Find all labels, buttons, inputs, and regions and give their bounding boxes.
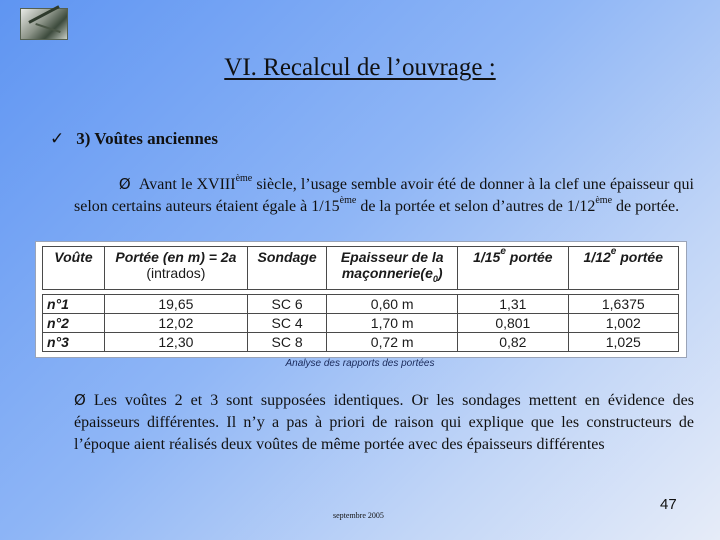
paragraph-history — [74, 173, 694, 218]
cell-1-15: 0,82 — [458, 333, 568, 352]
cell-1-12: 1,025 — [568, 333, 678, 352]
header-1-15: 1/15e portée — [458, 247, 568, 290]
paragraph-text: Avant le XVIII — [138, 176, 236, 193]
superscript: ème — [595, 194, 613, 206]
photo-beam — [35, 23, 60, 33]
page-number: 47 — [660, 496, 677, 513]
cell-portee: 19,65 — [104, 295, 247, 314]
paragraph-text: de portée. — [612, 198, 680, 215]
cell-epaisseur: 1,70 m — [327, 314, 458, 333]
paragraph-text: de la portée et selon d’autres de 1/12 — [356, 198, 596, 215]
footer-date: septembre 2005 — [333, 511, 384, 520]
slide-title: VI. Recalcul de l’ouvrage : — [224, 54, 496, 81]
header-1-12: 1/12e portée — [568, 247, 678, 290]
arrow-bullet-icon: Ø — [74, 391, 86, 409]
table-scan — [35, 241, 687, 358]
cell-epaisseur: 0,72 m — [327, 333, 458, 352]
vault-table — [42, 246, 679, 352]
checkmark-icon: ✓ — [50, 129, 65, 149]
table-header-row — [43, 247, 679, 290]
cell-sondage: SC 6 — [247, 295, 326, 314]
corner-photo — [20, 8, 68, 40]
cell-voute: n°1 — [43, 295, 105, 314]
section-heading — [50, 129, 218, 149]
superscript: ème — [235, 172, 253, 184]
cell-sondage: SC 4 — [247, 314, 326, 333]
cell-voute: n°2 — [43, 314, 105, 333]
paragraph-conclusion — [74, 389, 694, 456]
photo-beam — [28, 5, 59, 24]
header-voute: Voûte — [43, 247, 105, 290]
cell-portee: 12,02 — [104, 314, 247, 333]
table-row — [43, 333, 679, 352]
cell-voute: n°3 — [43, 333, 105, 352]
cell-1-15: 1,31 — [458, 295, 568, 314]
cell-1-12: 1,002 — [568, 314, 678, 333]
cell-epaisseur: 0,60 m — [327, 295, 458, 314]
arrow-bullet-icon: Ø — [118, 175, 131, 193]
cell-portee: 12,30 — [104, 333, 247, 352]
cell-1-15: 0,801 — [458, 314, 568, 333]
superscript: ème — [339, 194, 357, 206]
paragraph-text: siècle, l’usage semble avoir été de donner à la clef une épaisseur qui selon certains auteurs étaient égale à 1/15 — [74, 176, 695, 215]
cell-1-12: 1,6375 — [568, 295, 678, 314]
section-label: 3) Voûtes anciennes — [76, 129, 218, 148]
header-epaisseur: Epaisseur de la $maçonnerie(e_0)$ — [327, 247, 458, 290]
table-caption: Analyse des rapports des portées — [285, 358, 435, 369]
table-row — [43, 295, 679, 314]
cell-sondage: SC 8 — [247, 333, 326, 352]
paragraph-text: Les voûtes 2 et 3 sont supposées identiques. Or les sondages mettent en évidence des épaisseurs différentes. Il n’y a pas à priori de raison qui explique que les constructeurs de l’époque aient réalisés deux voûtes de même portée avec des épaisseurs différentes — [74, 392, 695, 453]
header-sondage: Sondage — [247, 247, 326, 290]
header-portee: Portée (en m) = 2a (intrados) — [104, 247, 247, 290]
table-row — [43, 314, 679, 333]
